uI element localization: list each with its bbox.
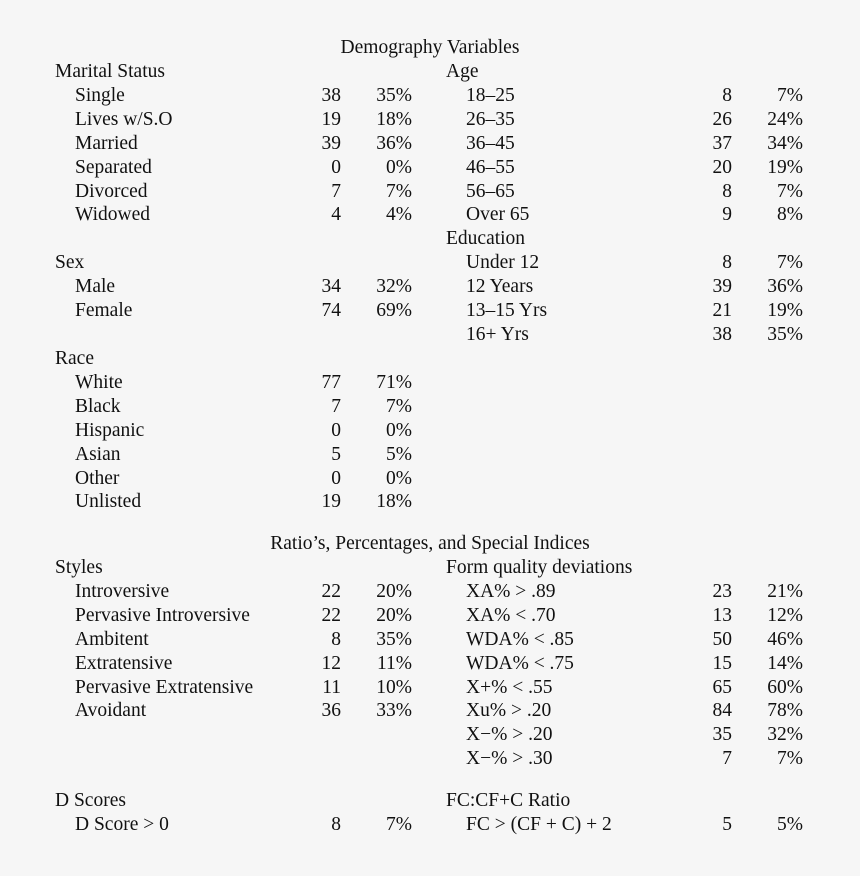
group-heading: Education [446,228,526,249]
row-percent: 20% [376,580,412,602]
row-label: 16+ Yrs [466,323,529,345]
row-percent: 46% [767,628,803,650]
row-percent: 21% [767,580,803,602]
row-count: 22 [321,580,341,602]
row-percent: 36% [376,132,412,154]
row-count: 8 [331,813,341,835]
row-percent: 12% [767,604,803,626]
row-count: 77 [321,371,341,393]
row-count: 38 [321,84,341,106]
row-percent: 7% [777,748,803,770]
row-percent: 7% [386,395,412,417]
row-label: Married [75,132,138,154]
row-count: 5 [331,443,341,465]
row-percent: 0% [386,419,412,441]
row-label: Unlisted [75,491,142,513]
group-heading: Form quality deviations [446,557,633,578]
row-percent: 35% [376,84,412,106]
row-count: 13 [712,604,732,626]
section-title-indices: Ratio’s, Percentages, and Special Indices [270,533,590,554]
row-label: Pervasive Extratensive [75,676,254,698]
row-label: Introversive [75,580,170,602]
row-count: 26 [712,108,732,130]
row-count: 19 [321,108,341,130]
row-percent: 24% [767,108,803,130]
row-label: White [75,371,123,393]
row-percent: 35% [767,323,803,345]
row-percent: 8% [777,204,803,226]
row-label: 36–45 [466,132,515,154]
row-percent: 33% [376,700,412,722]
row-count: 39 [712,275,732,297]
row-percent: 69% [376,299,412,321]
row-count: 0 [331,156,341,178]
row-percent: 78% [767,700,803,722]
row-count: 37 [712,132,732,154]
row-count: 36 [321,700,341,722]
row-label: WDA% < .75 [466,652,574,674]
row-percent: 5% [386,443,412,465]
row-label: Extratensive [75,652,173,674]
row-percent: 14% [767,652,803,674]
row-label: 18–25 [466,84,515,106]
group-heading: FC:CF+C Ratio [446,790,571,811]
row-percent: 20% [376,604,412,626]
row-percent: 0% [386,156,412,178]
row-count: 39 [321,132,341,154]
row-count: 15 [712,652,732,674]
row-label: Female [75,299,133,321]
row-label: Hispanic [75,419,145,441]
row-label: X+% < .55 [466,676,553,698]
row-count: 8 [331,628,341,650]
group-heading: Sex [55,252,85,273]
row-count: 20 [712,156,732,178]
row-count: 0 [331,419,341,441]
row-percent: 19% [767,156,803,178]
row-percent: 18% [376,491,412,513]
row-percent: 11% [376,652,412,674]
row-label: Black [75,395,121,417]
row-label: Single [75,84,125,106]
group-heading: Age [446,61,479,82]
row-label: 46–55 [466,156,515,178]
row-percent: 7% [777,251,803,273]
row-percent: 5% [777,813,803,835]
row-count: 35 [712,724,732,746]
row-label: XA% < .70 [466,604,556,626]
row-percent: 18% [376,108,412,130]
row-label: Lives w/S.O [75,108,173,130]
row-percent: 36% [767,275,803,297]
row-count: 22 [321,604,341,626]
row-count: 38 [712,323,732,345]
group-heading: Race [55,348,94,369]
row-percent: 10% [376,676,412,698]
row-count: 19 [321,491,341,513]
row-count: 0 [331,467,341,489]
row-label: FC > (CF + C) + 2 [466,813,612,835]
row-count: 84 [712,700,732,722]
row-label: Asian [75,443,121,465]
row-label: 13–15 Yrs [466,299,548,321]
row-count: 23 [712,580,732,602]
row-label: Over 65 [466,204,530,226]
row-count: 4 [331,204,341,226]
group-heading: Styles [55,557,103,578]
row-count: 7 [331,180,341,202]
row-percent: 7% [777,84,803,106]
row-label: Divorced [75,180,148,202]
row-label: 26–35 [466,108,515,130]
row-label: Widowed [75,204,151,226]
row-label: Ambitent [75,628,149,650]
row-count: 50 [712,628,732,650]
row-count: 7 [331,395,341,417]
row-label: X−% > .20 [466,724,553,746]
row-count: 12 [321,652,341,674]
row-percent: 4% [386,204,412,226]
group-heading: Marital Status [55,61,165,82]
row-count: 8 [722,84,732,106]
row-count: 5 [722,813,732,835]
row-count: 65 [712,676,732,698]
row-label: Under 12 [466,251,540,273]
row-percent: 19% [767,299,803,321]
row-count: 74 [321,299,341,321]
row-percent: 7% [386,180,412,202]
row-percent: 34% [767,132,803,154]
row-count: 21 [712,299,732,321]
row-percent: 32% [767,724,803,746]
section-title-demography: Demography Variables [340,37,520,58]
row-count: 8 [722,180,732,202]
row-percent: 35% [376,628,412,650]
row-label: D Score > 0 [75,813,169,835]
row-percent: 0% [386,467,412,489]
row-count: 7 [722,748,732,770]
row-label: Pervasive Introversive [75,604,250,626]
row-label: Xu% > .20 [466,700,552,722]
row-count: 8 [722,251,732,273]
row-count: 34 [321,275,341,297]
row-label: Other [75,467,120,489]
row-percent: 7% [777,180,803,202]
row-label: WDA% < .85 [466,628,574,650]
row-percent: 71% [376,371,412,393]
group-heading: D Scores [55,790,126,811]
row-count: 9 [722,204,732,226]
row-label: Avoidant [75,700,147,722]
row-label: X−% > .30 [466,748,553,770]
row-percent: 60% [767,676,803,698]
row-label: 56–65 [466,180,515,202]
row-percent: 7% [386,813,412,835]
row-label: Separated [75,156,152,178]
row-percent: 32% [376,275,412,297]
row-count: 11 [322,676,341,698]
row-label: Male [75,275,116,297]
row-label: XA% > .89 [466,580,556,602]
row-label: 12 Years [466,275,534,297]
